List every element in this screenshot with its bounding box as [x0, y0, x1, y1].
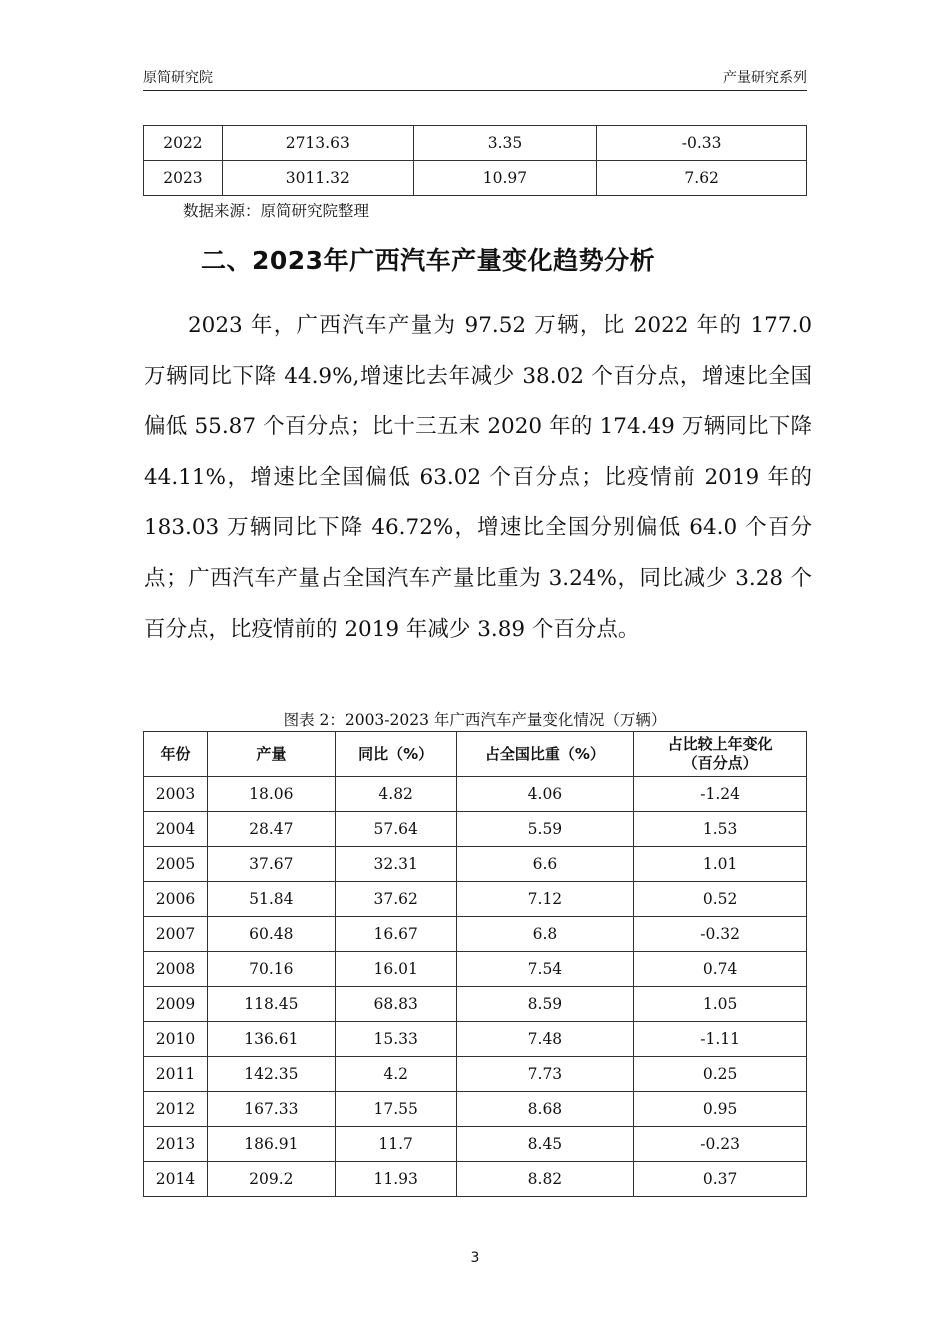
table-cell: 4.82 — [335, 777, 456, 812]
table-cell: 136.61 — [207, 1022, 335, 1057]
table-row — [144, 1057, 807, 1092]
table-cell: 2010 — [144, 1022, 208, 1057]
table-cell: 0.52 — [634, 882, 807, 917]
table-cell: 3011.32 — [222, 161, 413, 196]
table-cell: 2007 — [144, 917, 208, 952]
table-cell: 68.83 — [335, 987, 456, 1022]
page-header — [143, 66, 807, 91]
column-header: 产量 — [207, 732, 335, 777]
table-cell: 7.73 — [456, 1057, 634, 1092]
table-cell: 4.2 — [335, 1057, 456, 1092]
section-heading: 二、2023年广西汽车产量变化趋势分析 — [201, 246, 656, 275]
table-cell: 2022 — [144, 126, 223, 161]
table-cell: 4.06 — [456, 777, 634, 812]
table-cell: 2005 — [144, 847, 208, 882]
table-cell: 57.64 — [335, 812, 456, 847]
table-cell: 0.25 — [634, 1057, 807, 1092]
table-row — [144, 882, 807, 917]
column-header: 占全国比重（%） — [456, 732, 634, 777]
table-header-row — [144, 732, 807, 777]
table-cell: 2006 — [144, 882, 208, 917]
table-cell: 32.31 — [335, 847, 456, 882]
body-paragraph: 2023 年，广西汽车产量为 97.52 万辆，比 2022 年的 177.0 万辆同比下降 44.9%,增速比去年减少 38.02 个百分点，增速比全国偏低 55.87 个百分点；比十三五末 2020 年的 174.49 万辆同比下降 44.11%，增速比全国偏低 63.02 个百分点；比疫情前 2019 年的 183.03 万辆同比下降 46.72%，增速比全国分别偏低 64.0 个百分点；广西汽车产量占全国汽车产量比重为 3.24%，同比减少 3.28 个百分点，比疫情前的 2019 年减少 3.89 个百分点。 — [144, 313, 812, 642]
table-cell: 5.59 — [456, 812, 634, 847]
table-cell: 2014 — [144, 1162, 208, 1197]
table-cell: 0.74 — [634, 952, 807, 987]
table-cell: 8.82 — [456, 1162, 634, 1197]
table-cell: 3.35 — [413, 126, 597, 161]
table-cell: 8.68 — [456, 1092, 634, 1127]
table-cell: 2011 — [144, 1057, 208, 1092]
table-cell: 10.97 — [413, 161, 597, 196]
table-caption: 图表 2：2003-2023 年广西汽车产量变化情况（万辆） — [283, 711, 667, 729]
table-row — [144, 161, 807, 196]
table-cell: 118.45 — [207, 987, 335, 1022]
table-cell: 0.37 — [634, 1162, 807, 1197]
table-cell: 11.93 — [335, 1162, 456, 1197]
table-cell: 70.16 — [207, 952, 335, 987]
table-cell: 2013 — [144, 1127, 208, 1162]
table-cell: 2008 — [144, 952, 208, 987]
table-row — [144, 1127, 807, 1162]
table-cell: 2009 — [144, 987, 208, 1022]
table-cell: -1.11 — [634, 1022, 807, 1057]
table-cell: 167.33 — [207, 1092, 335, 1127]
column-header: 年份 — [144, 732, 208, 777]
table-cell: 11.7 — [335, 1127, 456, 1162]
table-cell: 0.95 — [634, 1092, 807, 1127]
table-cell: 51.84 — [207, 882, 335, 917]
table-cell: 16.67 — [335, 917, 456, 952]
table-cell: 8.45 — [456, 1127, 634, 1162]
table-cell: 8.59 — [456, 987, 634, 1022]
table-row — [144, 1022, 807, 1057]
table-cell: 28.47 — [207, 812, 335, 847]
table-cell: 7.48 — [456, 1022, 634, 1057]
table-cell: -0.33 — [597, 126, 807, 161]
table-cell: 6.6 — [456, 847, 634, 882]
table-row — [144, 952, 807, 987]
table-row — [144, 777, 807, 812]
table-row — [144, 917, 807, 952]
table-cell: 60.48 — [207, 917, 335, 952]
table-cell: 7.62 — [597, 161, 807, 196]
table-cell: 2023 — [144, 161, 223, 196]
table-cell: 17.55 — [335, 1092, 456, 1127]
table-cell: -1.24 — [634, 777, 807, 812]
table-cell: 6.8 — [456, 917, 634, 952]
table-cell: 2713.63 — [222, 126, 413, 161]
table-row — [144, 126, 807, 161]
page-number: 3 — [470, 1250, 480, 1266]
data-source-note: 数据来源：原简研究院整理 — [183, 202, 370, 220]
table-row — [144, 1162, 807, 1197]
table-cell: 2012 — [144, 1092, 208, 1127]
table-cell: 1.01 — [634, 847, 807, 882]
header-org: 原简研究院 — [143, 70, 213, 86]
table-cell: 1.05 — [634, 987, 807, 1022]
table-cell: 7.12 — [456, 882, 634, 917]
table-cell: 2003 — [144, 777, 208, 812]
table-cell: -0.23 — [634, 1127, 807, 1162]
production-table — [143, 731, 807, 1197]
table-row — [144, 987, 807, 1022]
table-row — [144, 812, 807, 847]
table-continued — [143, 125, 807, 196]
table-cell: 16.01 — [335, 952, 456, 987]
table-row — [144, 1092, 807, 1127]
table-cell: 1.53 — [634, 812, 807, 847]
table-cell: 37.67 — [207, 847, 335, 882]
table-cell: -0.32 — [634, 917, 807, 952]
column-header: 同比（%） — [335, 732, 456, 777]
column-header: 占比较上年变化 （百分点） — [634, 732, 807, 777]
table-cell: 209.2 — [207, 1162, 335, 1197]
table-cell: 37.62 — [335, 882, 456, 917]
table-cell: 186.91 — [207, 1127, 335, 1162]
table-cell: 7.54 — [456, 952, 634, 987]
table-cell: 18.06 — [207, 777, 335, 812]
table-cell: 142.35 — [207, 1057, 335, 1092]
table-cell: 15.33 — [335, 1022, 456, 1057]
header-series: 产量研究系列 — [723, 70, 807, 86]
table-row — [144, 847, 807, 882]
table-cell: 2004 — [144, 812, 208, 847]
